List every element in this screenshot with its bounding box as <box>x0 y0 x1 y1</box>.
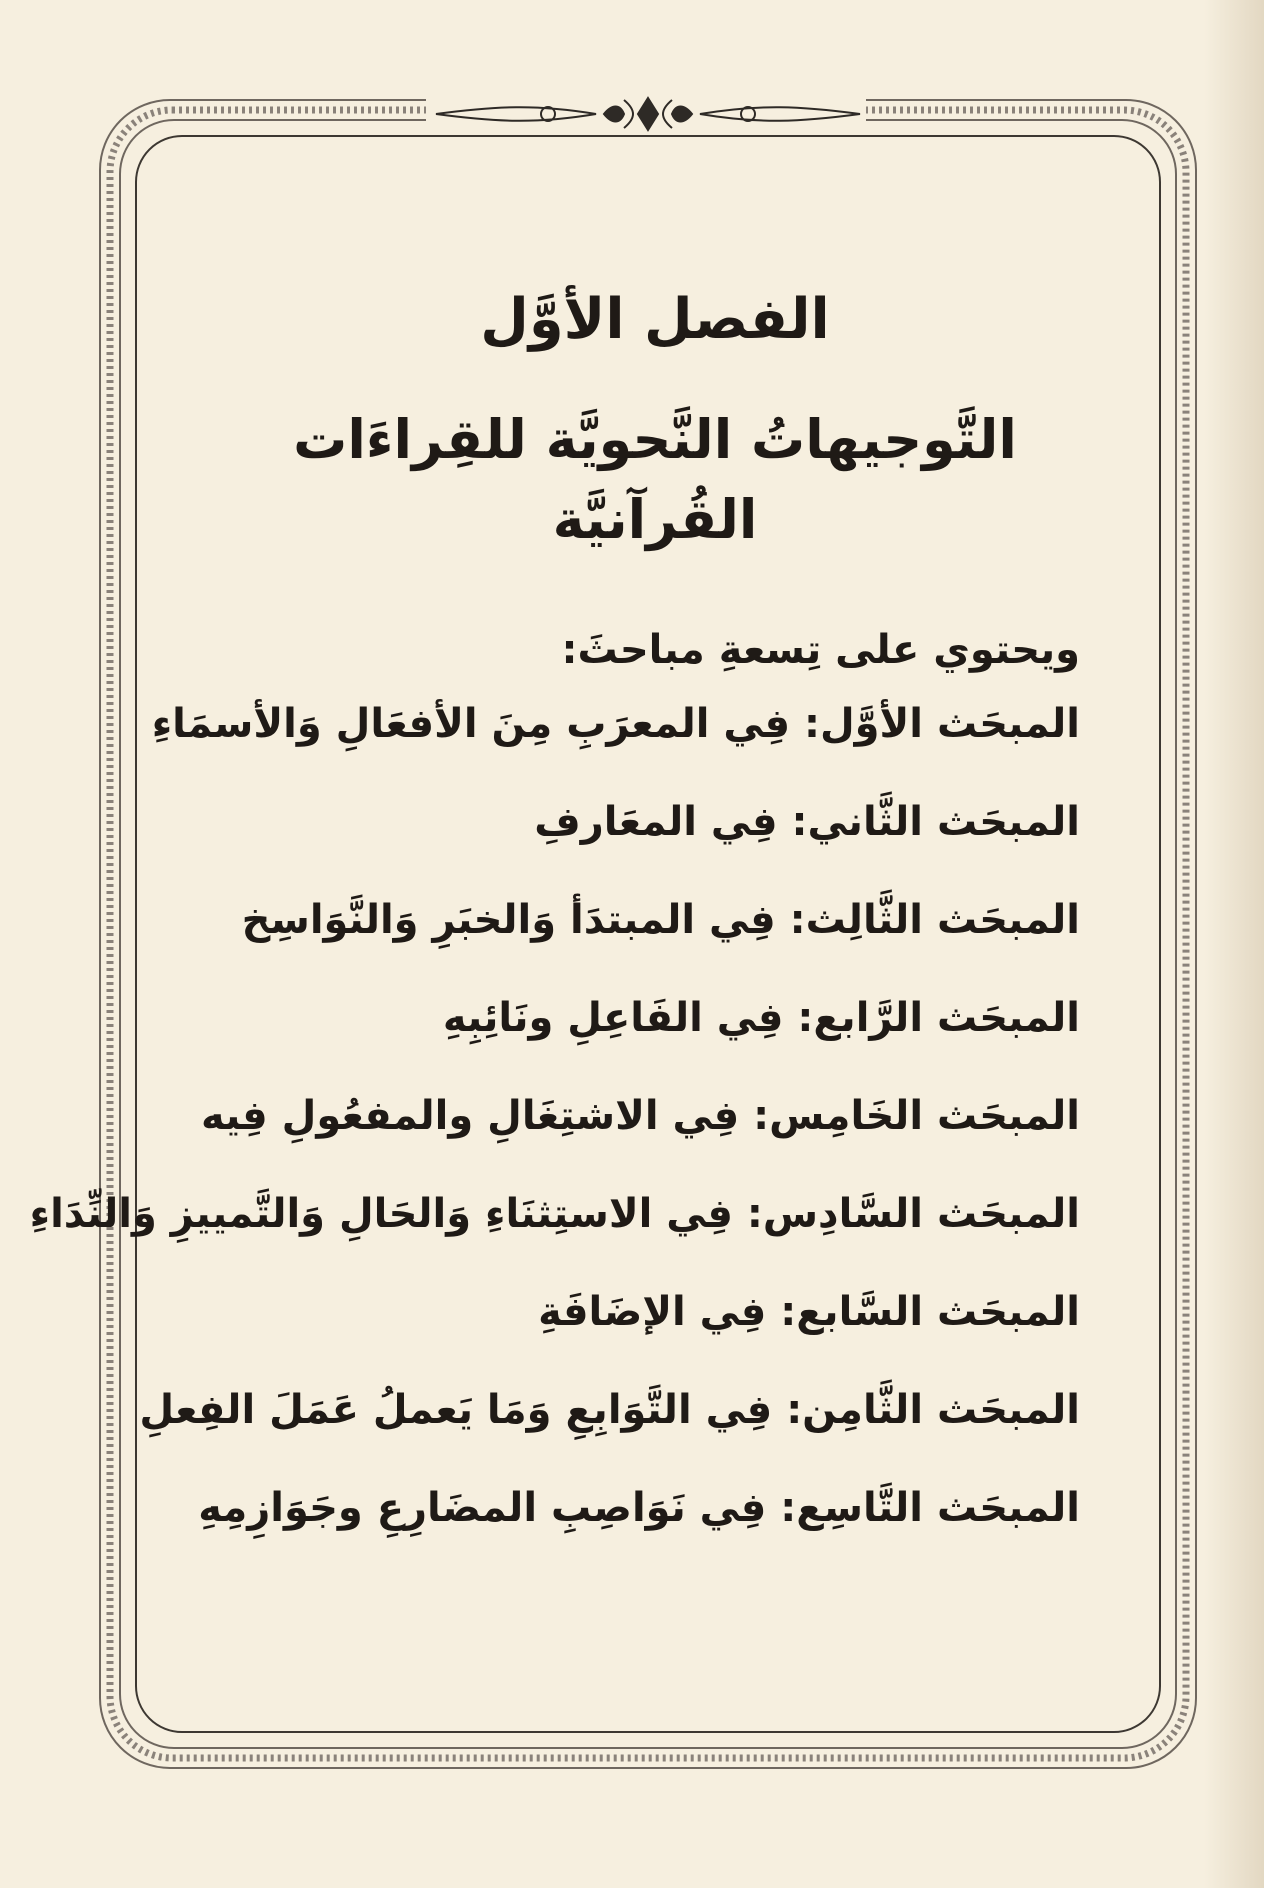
section-topic: فِي المبتدَأ وَالخبَرِ وَالنَّوَاسِخ <box>241 897 776 943</box>
section-label: المبحَث التَّاسِع: <box>780 1485 1080 1531</box>
chapter-content <box>29 250 1080 1576</box>
section-topic: فِي الاشتِغَالِ والمفعُولِ فِيه <box>200 1093 740 1139</box>
section-item <box>29 1184 1080 1244</box>
section-item <box>230 988 1080 1048</box>
section-item <box>230 1282 1080 1342</box>
section-label: المبحَث السَّابع: <box>780 1289 1080 1335</box>
section-topic: فِي التَّوَابِعِ وَمَا يَعملُ عَمَلَ الفِعلِ <box>139 1387 773 1433</box>
section-label: المبحَث الثَّاني: <box>791 799 1080 845</box>
section-item <box>198 1478 1080 1538</box>
section-item <box>151 694 1080 754</box>
section-item <box>139 1380 1080 1440</box>
chapter-subtitle: التَّوجيهاتُ النَّحويَّة للقِراءَات القُرآنيَّة <box>293 408 1017 551</box>
sections-list <box>29 694 1080 1538</box>
section-topic: فِي الإضَافَةِ <box>538 1289 767 1335</box>
section-item <box>230 792 1080 852</box>
section-item <box>200 1086 1080 1146</box>
section-item <box>230 890 1080 950</box>
section-label: المبحَث السَّادِس: <box>746 1191 1080 1237</box>
section-topic: فِي نَوَاصِبِ المضَارِعِ وجَوَازِمِهِ <box>198 1485 767 1531</box>
section-label: المبحَث الثَّامِن: <box>786 1387 1080 1433</box>
section-label: المبحَث الخَامِس: <box>753 1093 1080 1139</box>
chapter-intro: ويحتوي على تِسعةِ مباحثَ: <box>561 627 1080 673</box>
page-edge-shadow <box>1204 0 1264 1888</box>
section-label: المبحَث الثَّالِث: <box>789 897 1080 943</box>
section-topic: فِي المعرَبِ مِنَ الأفعَالِ وَالأسمَاءِ <box>151 701 791 747</box>
section-topic: فِي المعَارفِ <box>534 799 778 845</box>
section-topic: فِي الفَاعِلِ ونَائِبِهِ <box>442 995 784 1041</box>
chapter-title: الفصل الأوَّل <box>480 287 830 352</box>
section-label: المبحَث الأوَّل: <box>803 701 1080 747</box>
section-topic: فِي الاستِثنَاءِ وَالحَالِ وَالتَّمييزِ وَالنِّدَاءِ <box>29 1191 733 1237</box>
section-label: المبحَث الرَّابع: <box>797 995 1080 1041</box>
